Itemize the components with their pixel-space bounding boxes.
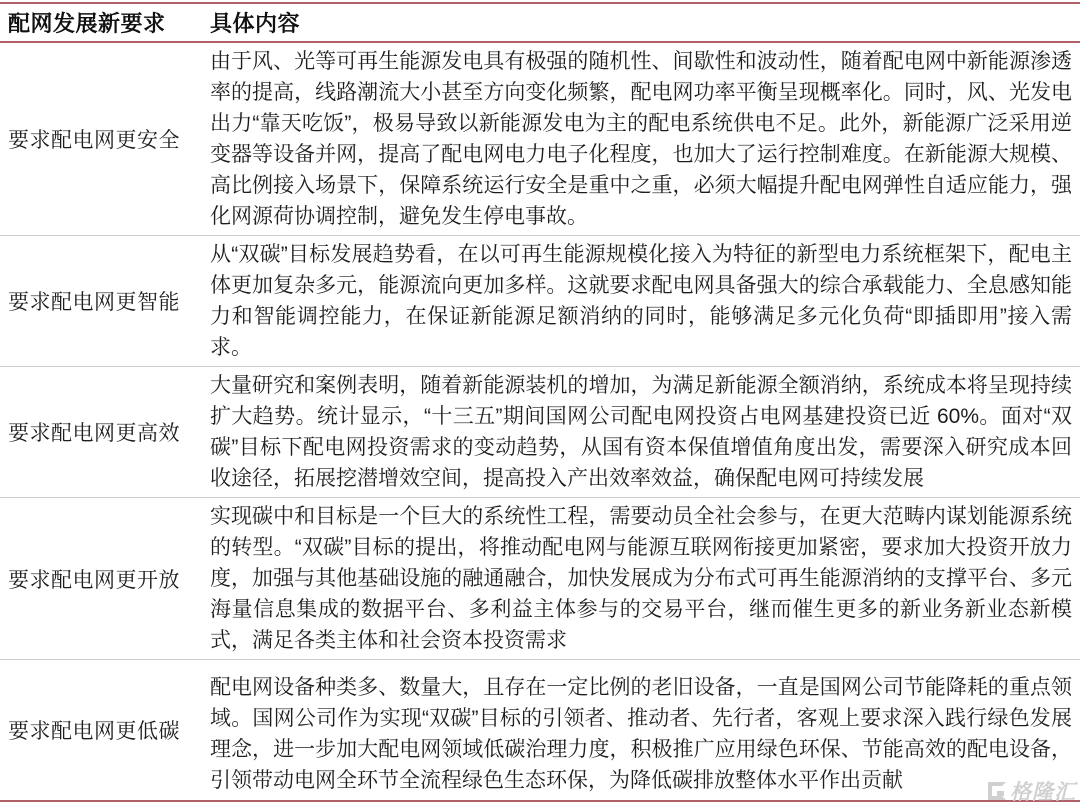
table-row <box>0 43 1080 236</box>
distribution-network-requirements-table <box>0 2 1080 802</box>
requirement-content: 大量研究和案例表明，随着新能源装机的增加，为满足新能源全额消纳，系统成本将呈现持续扩大趋势。统计显示，“十三五”期间国网公司配电网投资占电网基建投资已近 60%。面对“双碳”目标下配电网投资需求的变动趋势，从国有资本保值增值角度出发，需要深入研究成本回收途径，拓展挖潜增效空间，提高投入产出效率效益，确保配电网可持续发展 <box>210 374 1072 490</box>
table-header-row <box>0 4 1080 43</box>
requirement-label: 要求配电网更低碳 <box>8 720 180 743</box>
table-row <box>0 660 1080 800</box>
table-row <box>0 236 1080 367</box>
requirement-content: 由于风、光等可再生能源发电具有极强的随机性、间歇性和波动性，随着配电网中新能源渗透率的提高，线路潮流大小甚至方向变化频繁，配电网功率平衡呈现概率化。同时，风、光发电出力“靠天吃饭”，极易导致以新能源发电为主的配电系统供电不足。此外，新能源广泛采用逆变器等设备并网，提高了配电网电力电子化程度，也加大了运行控制难度。在新能源大规模、高比例接入场景下，保障系统运行安全是重中之重，必须大幅提升配电网弹性自适应能力，强化网源荷协调控制，避免发生停电事故。 <box>210 50 1072 228</box>
watermark-text: 格隆汇 <box>1010 781 1076 804</box>
requirement-label: 要求配电网更智能 <box>8 291 180 314</box>
table-row <box>0 498 1080 660</box>
table-row <box>0 367 1080 498</box>
requirement-content: 从“双碳”目标发展趋势看，在以可再生能源规模化接入为特征的新型电力系统框架下，配电主体更加复杂多元，能源流向更加多样。这就要求配电网具备强大的综合承载能力、全息感知能力和智能调控能力，在保证新能源足额消纳的同时，能够满足多元化负荷“即插即用”接入需求。 <box>210 243 1072 359</box>
gelonghui-logo-icon <box>988 782 1006 800</box>
requirement-label: 要求配电网更开放 <box>8 568 180 592</box>
requirement-content: 实现碳中和目标是一个巨大的系统性工程，需要动员全社会参与，在更大范畴内谋划能源系统的转型。“双碳”目标的提出，将推动配电网与能源互联网衔接更加紧密，要求加大投资开放力度，加强与其他基础设施的融通融合，加快发展成为分布式可再生能源消纳的支撑平台、多元海量信息集成的数据平台、多利益主体参与的交易平台，继而催生更多的新业务新业态新模式，满足各类主体和社会资本投资需求 <box>210 505 1072 652</box>
requirement-label: 要求配电网更高效 <box>8 422 180 445</box>
column-header-content: 具体内容 <box>210 11 301 36</box>
column-header-requirement: 配网发展新要求 <box>8 11 166 36</box>
requirement-content: 配电网设备种类多、数量大，且存在一定比例的老旧设备，一直是国网公司节能降耗的重点领域。国网公司作为实现“双碳”目标的引领者、推动者、先行者，客观上要求深入践行绿色发展理念，进一步加大配电网领域低碳治理力度，积极推广应用绿色环保、节能高效的配电设备，引领带动电网全环节全流程绿色生态环保，为降低碳排放整体水平作出贡献 <box>210 676 1072 792</box>
requirement-label: 要求配电网更安全 <box>8 129 180 152</box>
gelonghui-watermark <box>988 776 1076 806</box>
